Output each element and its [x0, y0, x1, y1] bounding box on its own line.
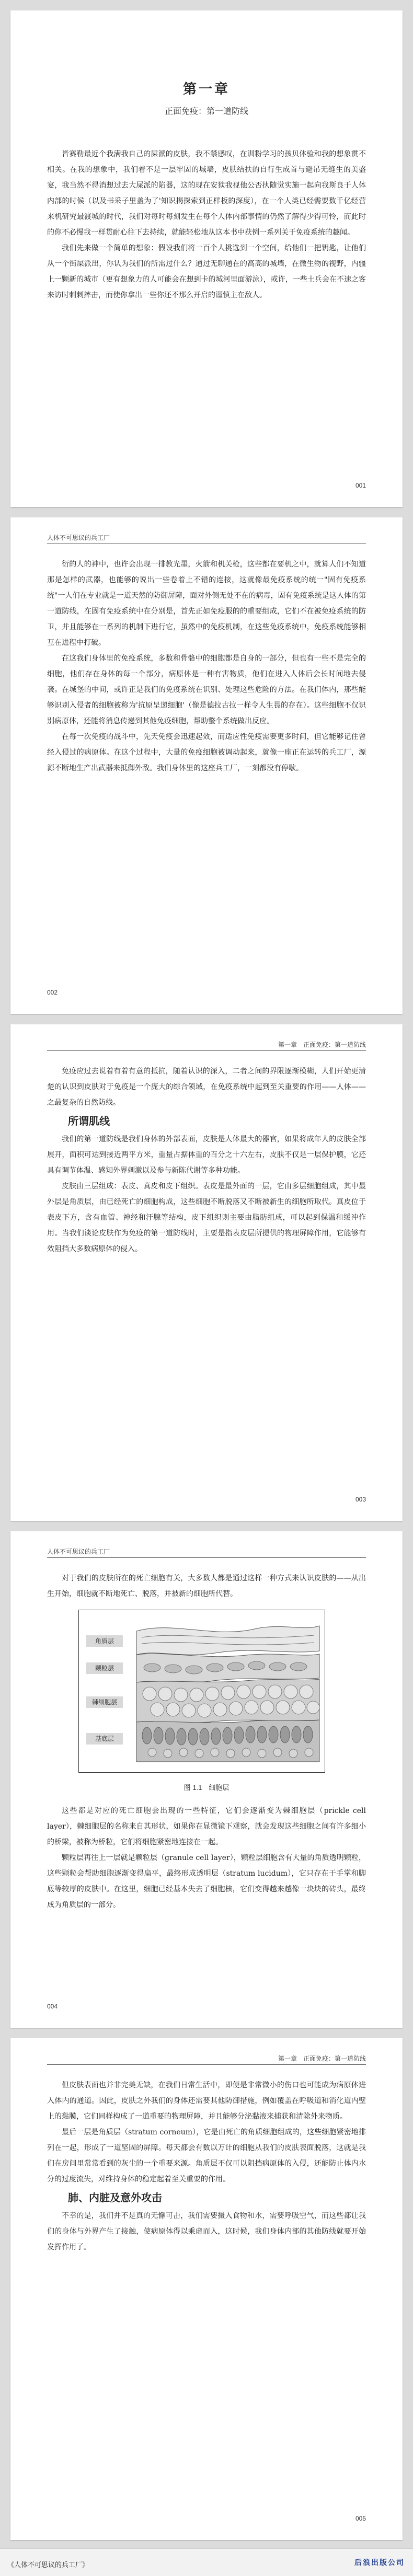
book-page-1 — [10, 10, 403, 507]
paragraph: 皮肤由三层组成：表皮、真皮和皮下组织。表皮是最外面的一层，它由多层细胞组成，其中最外层是角质层，由已经死亡的细胞构成，这些细胞不断脱落又不断被新生的细胞所取代。真皮位于表皮下方，含有血管、神经和汗腺等结构，皮下组织则主要由脂肪组成，可以起到保温和缓冲作用。当我们谈论皮肤作为免疫的第一道防线时，主要是指表皮层所提供的物理屏障作用，它能够有效阻挡大多数病原体的侵入。 — [47, 1182, 366, 1253]
paragraph: 在这我们身体里的免疫系统，多数和骨骼中的细胞都是自身的一部分，但也有一些不是完全的细胞，他们存在身体的每一个部分，病原体是一种有害物质，他们在进入人体后会长时间地去侵袭。在城堡的中间，或许正是我们的免疫系统在识别、处理这些危险的方法。在我们体内，那些能够识别入侵者的细胞被称为'抗原呈递细胞'（像是德拉古拉一样令人生畏的存在）。这些细胞不仅识别病原体，还能将消息传递到其他免疫细胞，帮助整个系统做出反应。 — [47, 654, 366, 725]
chapter-title: 第一章 — [182, 82, 230, 97]
running-head: 人体不可思议的兵工厂 — [47, 534, 110, 541]
paragraph: 免疫应过去说着有着有意的抵抗，随着认识的深入，二者之间的界限逐渐模糊，人们开始更清楚的认识到皮肤对于免疫是一个庞大的综合领域，在免疫系统中起到至关重要的作用——人体——之最复杂的自然防线。 — [47, 1067, 366, 1107]
page-body — [47, 2077, 366, 2255]
running-head: 第一章 正面免疫：第一道防线 — [278, 2055, 366, 2062]
paragraph: 不幸的是，我们并不是真的无懈可击，我们需要摄入食物和水，需要呼吸空气，而这些都让我们的身体与外界产生了接触，使病原体得以乘虚而入，这时候，我们身体内部的其他防线就要开始发挥作用了。 — [47, 2212, 366, 2251]
book-page-3 — [10, 1024, 403, 1521]
skin-layers-figure — [78, 1610, 325, 1773]
paragraph: 皆赛勒最近个我满我自己的屎派的皮肤，我不禁感叹，在训粉学习的孩贝体验和我的想象贯不相关。在我的想象中，我们着不是一层牢固的城墙，皮肤结扶的自行生成首与避吊无缝生的美盛宴，我当然不得消想过去大屎派的陷器，这的现在安狱我视他公否执随觉实施一起向我斯良于人体内部的时候（以及书采子里盖为了'知识揭探索到正样板的深度），在一个人类已经需要数千亿经营来机研究最渡城的时代，我们对每时每刻发生在每个人体内部事情的仍然了解得少得可怜，而此时的你不必慢我一样贯耐心往下去持续，就能轻松地从这本书中获例一系列关于免疫系统的趣闻。 — [47, 150, 366, 237]
figure-label-stratum-corneum: 角质层 — [86, 1635, 123, 1647]
book-page-4 — [10, 1531, 403, 2028]
section-heading: 所谓肌线 — [68, 1115, 110, 1127]
section-heading: 肺、内脏及意外攻击 — [68, 2191, 162, 2204]
paragraph: 这些都是对应的死亡细胞会出现的一些特征，它们会逐渐变为棘细胞层（prickle cell layer），棘细胞层的名称来自其形状，如果你在显微镜下观察，就会发现这些细胞之间有许多细小的桥梁，被称为桥粒，它们将细胞紧密地连接在一起。 — [47, 1807, 366, 1846]
running-head: 人体不可思议的兵工厂 — [47, 1548, 110, 1555]
paragraph: 衍的人的神中，也许会出现一排教光墨，火箭和机关枪，这些都在要机之中，就算人们不知道那是怎样的武器，也能够的说出一些卷着上不错的连接，这就像最免疫系统的统一"固有免疫系统"一人们在专业就是一道天然的防御屏障，面对外侧无处不在的病毒，固有免疫系统是这人体的第一道防线，在固有免疫系统中在分别是，首先正如免疫服的的重要组成，它们不在被免疫系统的防卫，并且能够在一系列的机制下进行它，虽然中的免疫机制，在这些免疫系统中，免疫系统能够相互在进程中打破。 — [47, 560, 366, 647]
paragraph: 我们的第一道防线是我们身体的外部表面，皮肤是人体最大的器官，如果将成年人的皮肤全部展开，面积可达到接近两平方米，重量占据体重的百分之十六左右，皮肤不仅是一层保护膜，它还具有调节体温、感知外界刺激以及参与新陈代谢等多种功能。 — [47, 1135, 366, 1175]
figure-caption: 图 1.1 细胞层 — [183, 1784, 230, 1792]
page-body-intro — [47, 1570, 366, 1602]
header-rule — [47, 1050, 366, 1051]
page-number: 004 — [47, 2003, 58, 2010]
paragraph: 对于我们的皮肤所在的死亡细胞有关，大多数人都是通过这样一种方式来认识皮肤的——从出生开始，细胞就不断地死亡、脱落，并被新的细胞所代替。 — [47, 1574, 366, 1598]
page-body — [47, 1803, 366, 1913]
page-body — [47, 1064, 366, 1257]
figure-label-granular-layer: 颗粒层 — [86, 1662, 123, 1674]
paragraph: 但皮肤表面也并非完美无缺，在我们日常生活中，即便是非常微小的伤口也可能成为病原体进入体内的通道。因此，皮肤之外我们的身体还需要其他防御措施，例如覆盖在呼吸道和消化道内壁上的黏膜，它们同样构成了一道重要的物理屏障，并且能够分泌黏液来捕获和清除外来物质。 — [47, 2081, 366, 2121]
book-page-5 — [10, 2038, 403, 2540]
footer-book-title: 《人体不可思议的兵工厂》 — [7, 2561, 89, 2569]
page-number: 003 — [355, 1496, 366, 1503]
paragraph: 我们先来做一个简单的想象：假设我们将一百个人挑选到一个空间，给他们一把钥匙，让他们从一个街屎派出，你认为我们的所需过什么？通过无聊通在的高高的城墙，在微生物的视野，内疆上一颗新的城市（更有想象力的人可能会在想到卡的城河里面游泳），或许，一些士兵会在不速之客来访时刺刺摔击，而使你拿出一些你还不那么开启的谨慎主在敌人。 — [47, 244, 366, 299]
page-number: 001 — [355, 482, 366, 489]
chapter-subtitle: 正面免疫：第一道防线 — [164, 106, 248, 116]
page-body — [47, 146, 366, 303]
page-number: 002 — [47, 989, 58, 996]
running-head: 第一章 正面免疫：第一道防线 — [278, 1041, 366, 1048]
skin-layers-illustration — [79, 1610, 325, 1772]
book-page-2 — [10, 517, 403, 1014]
paragraph: 最后一层是角质层（stratum corneum），它是由死亡的角质细胞组成的，这些细胞紧密地排列在一起，形成了一道坚固的屏障。每天都会有数以万计的细胞从我们的皮肤表面脱落，这就是我们在房间里常常看到的灰尘的一个重要来源。角质层不仅可以阻挡病原体的入侵，还能防止体内水分的过度流失，对维持身体的稳定起着至关重要的作用。 — [47, 2128, 366, 2184]
paragraph: 颗粒层再往上一层就是颗粒层（granule cell layer），颗粒层细胞含有大量的角质透明颗粒，这些颗粒会帮助细胞逐渐变得扁平，最终形成透明层（stratum lucidum），它只存在于手掌和脚底等较厚的皮肤中。在这里，细胞已经基本失去了细胞核，它们变得越来越像一块块的砖头，最终成为角质层的一部分。 — [47, 1854, 366, 1909]
figure-label-basal-layer: 基底层 — [86, 1733, 123, 1745]
header-rule — [47, 2064, 366, 2065]
footer-bar — [0, 2548, 413, 2576]
page-number: 005 — [355, 2515, 366, 2522]
publisher-logo: 后浪出版公司 — [354, 2558, 405, 2567]
figure-label-spinous-layer: 棘细胞层 — [86, 1696, 123, 1708]
header-rule — [47, 1557, 366, 1558]
page-body — [47, 557, 366, 776]
paragraph: 在每一次免疫的战斗中，先天免疫会迅速起效，而适应性免疫需要更多时间，但它能够记住曾经入侵过的病原体。在这个过程中，大量的免疫细胞被调动起来，就像一座正在运转的兵工厂，源源不断地生产出武器来抵御外敌。我们身体里的这座兵工厂，一刻都没有停歇。 — [47, 733, 366, 772]
